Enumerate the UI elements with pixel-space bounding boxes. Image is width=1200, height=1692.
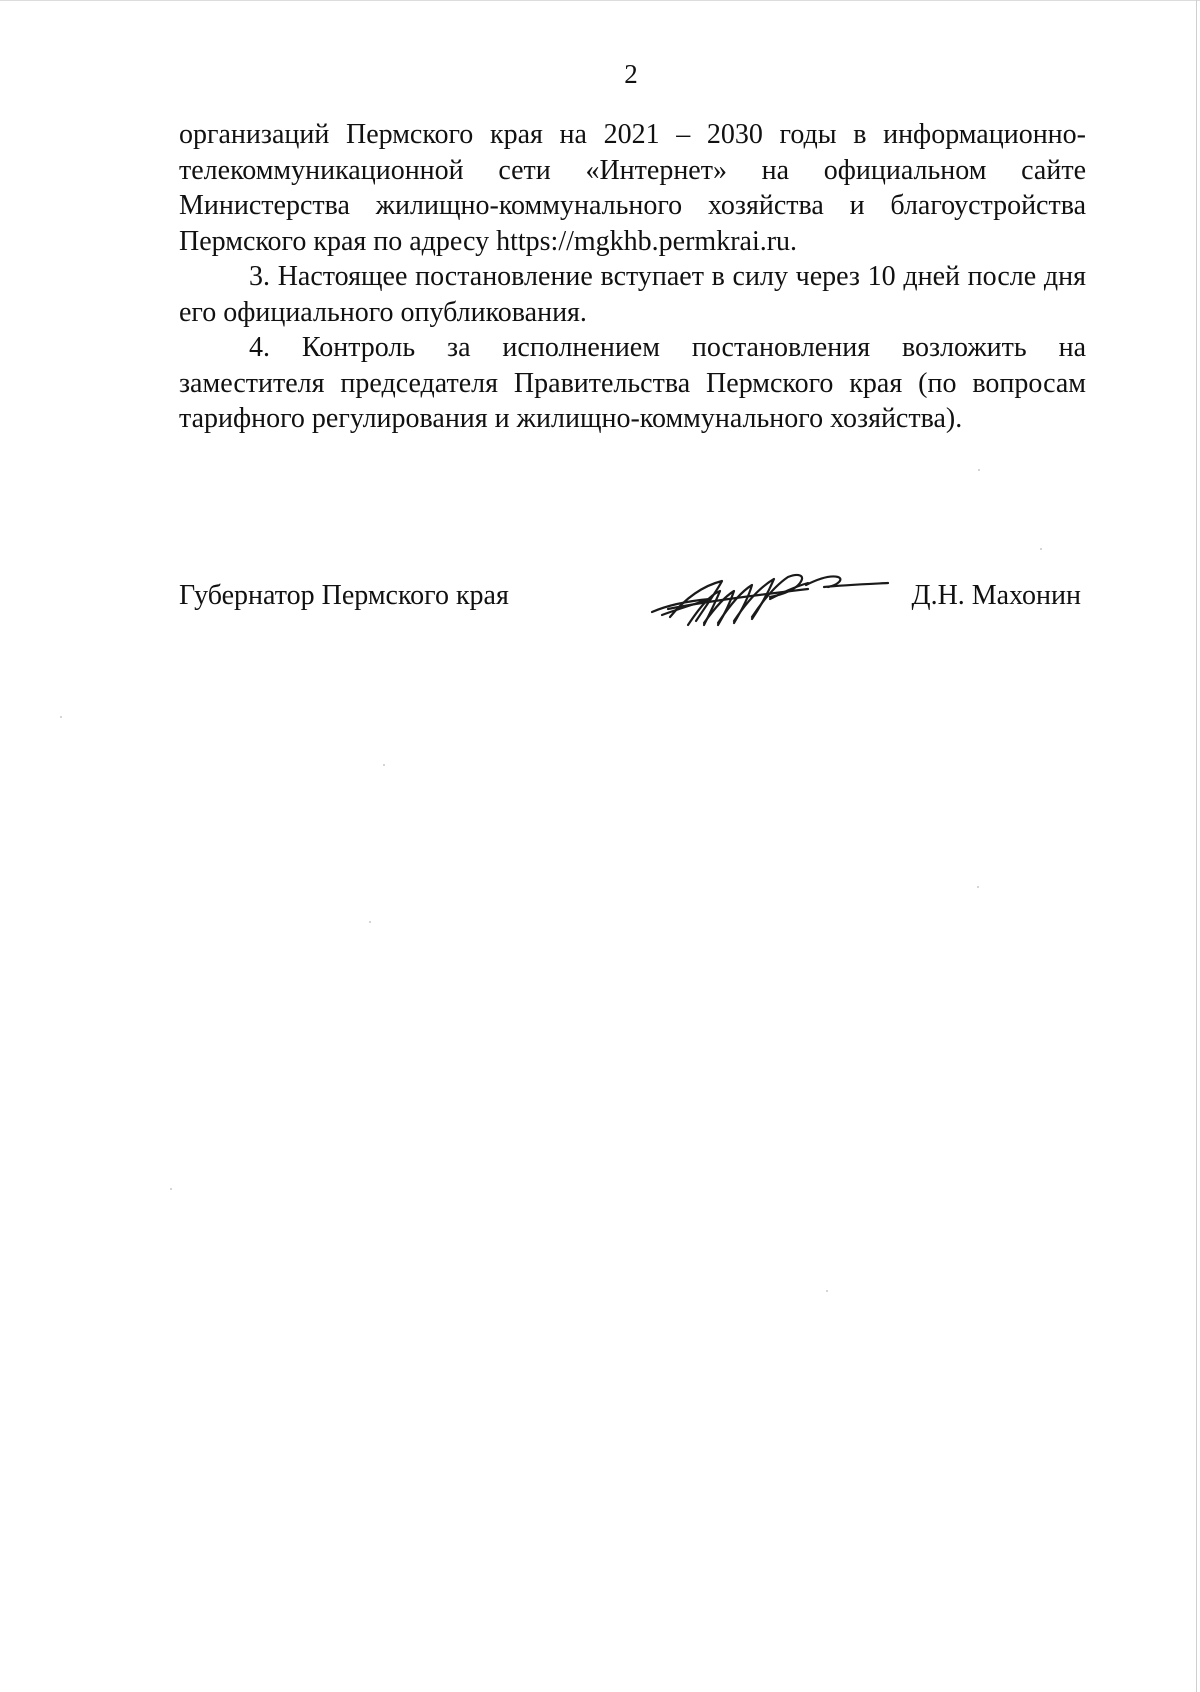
scan-speck	[1040, 548, 1042, 550]
paragraph-continuation: организаций Пермского края на 2021 – 2030 годы в информационно-телекоммуникационной сети «Интернет» на официальном сайте Министерства жилищно-коммунального хозяйства и благоустройства Пермского края по адресу https://mgkhb.permkrai.ru.	[179, 119, 1086, 257]
document-body	[179, 117, 1086, 437]
scan-speck	[978, 469, 980, 471]
paragraph-item-3: 3. Настоящее постановление вступает в силу через 10 дней после дня его официального опубликования.	[179, 261, 1086, 328]
signatory-name: Д.Н. Махонин	[911, 580, 1081, 611]
scan-speck	[60, 716, 62, 718]
scan-edge-top	[0, 0, 1200, 1]
scan-speck	[383, 764, 385, 766]
scan-speck	[170, 1188, 172, 1190]
signature-block	[179, 578, 1079, 628]
page-number: 2	[624, 59, 638, 89]
scan-speck	[826, 1290, 828, 1292]
paragraph-item-4: 4. Контроль за исполнением постановления возложить на заместителя председателя Правительства Пермского края (по вопросам тарифного регулирования и жилищно-коммунального хозяйства).	[179, 332, 1086, 434]
scan-edge-right	[1196, 0, 1197, 1692]
signatory-position: Губернатор Пермского края	[179, 580, 509, 611]
handwritten-signature	[648, 565, 890, 637]
scan-speck	[369, 921, 371, 923]
scan-speck	[977, 886, 979, 888]
